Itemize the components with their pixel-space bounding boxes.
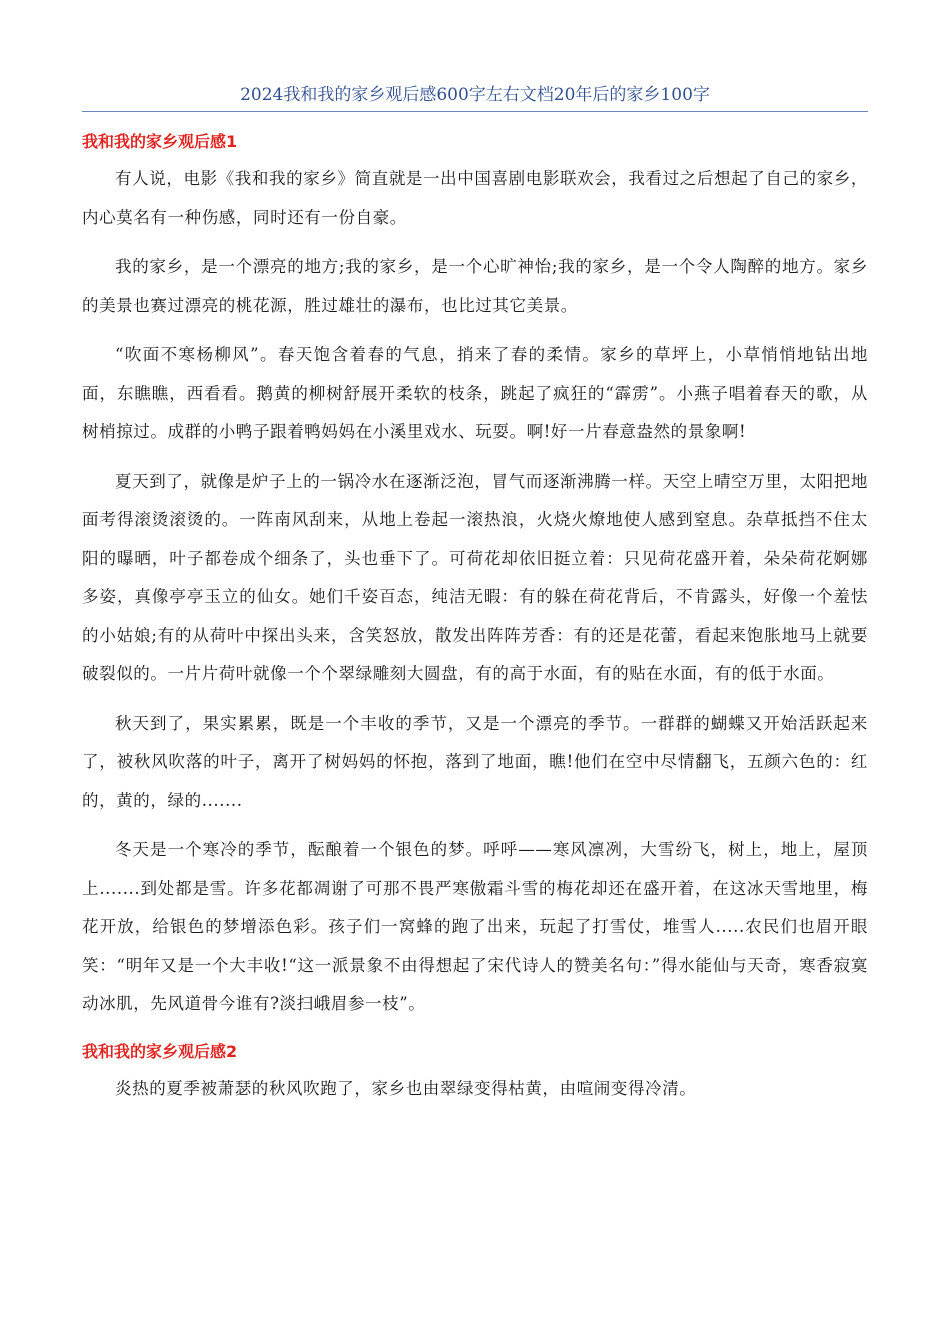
paragraph: “吹面不寒杨柳风”。春天饱含着春的气息，捎来了春的柔情。家乡的草坪上，小草悄悄地钻出地面，东瞧瞧，西看看。鹅黄的柳树舒展开柔软的枝条，跳起了疯狂的“霹雳”。小燕子唱着春天的歌，从树梢掠过。成群的小鸭子跟着鸭妈妈在小溪里戏水、玩耍。啊!好一片春意盎然的景象啊! bbox=[82, 345, 868, 441]
paragraph: 冬天是一个寒冷的季节，酝酿着一个银色的梦。呼呼——寒风凛冽，大雪纷飞，树上，地上，屋顶上.......到处都是雪。许多花都凋谢了可那不畏严寒傲霜斗雪的梅花却还在盛开着，在这冰天雪地里，梅花开放，给银色的梦增添色彩。孩子们一窝蜂的跑了出来，玩起了打雪仗，堆雪人.....农民们也眉开眼笑：“明年又是一个大丰收!“这一派景象不由得想起了宋代诗人的赞美名句：”得水能仙与天奇，寒香寂寞动冰肌，先风道骨今谁有?淡扫峨眉参一枝”。 bbox=[82, 840, 868, 1013]
paragraph: 夏天到了，就像是炉子上的一锅冷水在逐渐泛泡，冒气而逐渐沸腾一样。天空上晴空万里，太阳把地面考得滚烫滚烫的。一阵南风刮来，从地上卷起一滚热浪，火烧火燎地使人感到窒息。杂草抵挡不住太阳的曝晒，叶子都卷成个细条了，头也垂下了。可荷花却依旧挺立着：只见荷花盛开着，朵朵荷花婀娜多姿，真像亭亭玉立的仙女。她们千姿百态，纯洁无暇：有的躲在荷花背后，不肯露头，好像一个羞怯的小姑娘;有的从荷叶中探出头来，含笑怒放，散发出阵阵芳香：有的还是花蕾，看起来饱胀地马上就要破裂似的。一片片荷叶就像一个个翠绿雕刻大圆盘，有的高于水面，有的贴在水面，有的低于水面。 bbox=[82, 471, 868, 683]
paragraph: 有人说，电影《我和我的家乡》简直就是一出中国喜剧电影联欢会，我看过之后想起了自己的家乡，内心莫名有一种伤感，同时还有一份自豪。 bbox=[82, 169, 868, 227]
document-header-title: 2024我和我的家乡观后感600字左右文档20年后的家乡100字 bbox=[82, 82, 868, 112]
section-title-2: 我和我的家乡观后感2 bbox=[82, 1041, 238, 1061]
paragraph: 炎热的夏季被萧瑟的秋风吹跑了，家乡也由翠绿变得枯黄，由喧闹变得冷清。 bbox=[115, 1078, 697, 1098]
document-page bbox=[82, 0, 868, 1108]
paragraph: 秋天到了，果实累累，既是一个丰收的季节，又是一个漂亮的季节。一群群的蝴蝶又开始活跃起来了，被秋风吹落的叶子，离开了树妈妈的怀抱，落到了地面，瞧!他们在空中尽情翻飞，五颜六色的：红的，黄的，绿的....... bbox=[82, 713, 868, 810]
section-title-1: 我和我的家乡观后感1 bbox=[82, 132, 238, 151]
paragraph: 我的家乡，是一个漂亮的地方;我的家乡，是一个心旷神怡;我的家乡，是一个令人陶醉的地方。家乡的美景也赛过漂亮的桃花源，胜过雄壮的瀑布，也比过其它美景。 bbox=[82, 257, 868, 315]
